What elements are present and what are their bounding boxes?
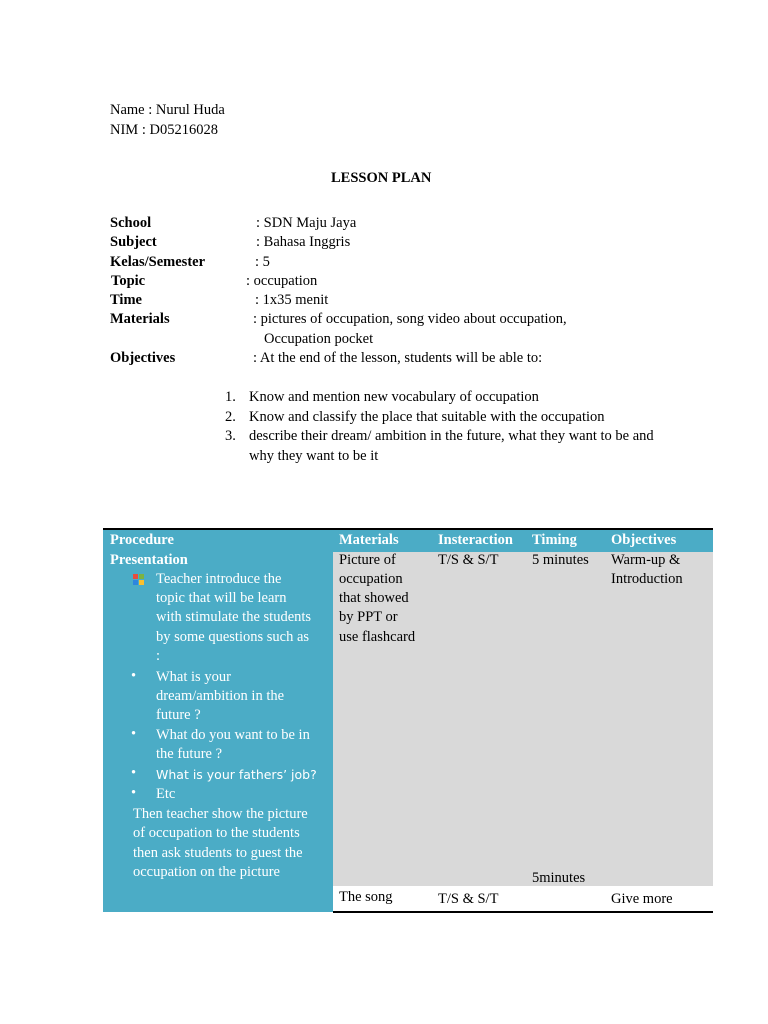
after-line: occupation on the picture	[133, 864, 280, 880]
info-school-value: : SDN Maju Jaya	[256, 215, 357, 231]
info-objectives-label: Objectives	[110, 350, 176, 366]
question-line: What do you want to be in	[156, 727, 310, 743]
info-topic-label: Topic	[111, 273, 146, 289]
materials-line: that showed	[339, 590, 409, 606]
info-materials-value-line2: Occupation pocket	[264, 331, 374, 347]
interaction-cell: T/S & S/T	[438, 552, 499, 568]
info-topic-value: : occupation	[246, 273, 318, 289]
header-timing: Timing	[532, 532, 577, 548]
info-time-value: : 1x35 menit	[255, 292, 329, 308]
intro-line: topic that will be learn	[156, 590, 287, 606]
question-line: Etc	[156, 786, 176, 802]
after-line: of occupation to the students	[133, 825, 300, 841]
details-column	[333, 552, 713, 912]
student-nim: NIM : D05216028	[110, 122, 218, 138]
materials-line: Picture of	[339, 552, 396, 568]
timing-cell: 5 minutes	[532, 552, 589, 568]
flag-bullet-icon	[133, 574, 145, 586]
materials-cell-row2: The song	[339, 889, 393, 905]
materials-line: use flashcard	[339, 629, 416, 645]
info-objectives-value: : At the end of the lesson, students will be able to:	[253, 350, 543, 366]
info-time-label: Time	[110, 292, 142, 308]
intro-line: with stimulate the students	[156, 609, 312, 625]
student-name: Name : Nurul Huda	[110, 102, 225, 118]
objectives-line: Introduction	[611, 571, 683, 587]
objectives-list	[225, 388, 665, 466]
intro-line: :	[156, 648, 161, 664]
row2-strip	[333, 886, 713, 912]
after-line: Then teacher show the picture	[133, 806, 308, 822]
table-header	[103, 528, 713, 552]
lesson-table	[103, 528, 713, 912]
objective-item: 3. describe their dream/ ambition in the future, what they want to be and why they want to be it	[225, 428, 654, 464]
info-materials-value: : pictures of occupation, song video about occupation,	[253, 311, 567, 327]
intro-line: by some questions such as	[156, 629, 310, 645]
bullet-dot: •	[131, 785, 137, 801]
objectives-cell-row2: Give more	[611, 891, 673, 907]
objective-item: 1. Know and mention new vocabulary of occupation	[225, 389, 539, 405]
info-subject-value: : Bahasa Inggris	[256, 234, 351, 250]
header-interaction: Insteraction	[438, 532, 513, 548]
question-line: future ?	[156, 707, 201, 723]
question-line: the future ?	[156, 746, 223, 762]
question-line: What is your	[156, 669, 231, 685]
timing-cell-row2: 5minutes	[532, 870, 586, 886]
bullet-dot: •	[131, 765, 137, 781]
procedure-column	[103, 552, 333, 912]
after-line: then ask students to guest the	[133, 845, 303, 861]
materials-line: by PPT or	[339, 609, 398, 625]
objectives-line: Warm-up &	[611, 552, 681, 568]
bullet-dot: •	[131, 726, 137, 742]
bullet-dot: •	[131, 668, 137, 684]
question-line: What is your fathers’ job?	[156, 767, 317, 782]
objective-item: 2. Know and classify the place that suitable with the occupation	[225, 408, 605, 425]
presentation-label: Presentation	[110, 552, 188, 568]
header-procedure: Procedure	[110, 532, 174, 548]
page-title: LESSON PLAN	[331, 170, 432, 186]
intro-line: Teacher introduce the	[156, 571, 282, 587]
header-objectives: Objectives	[611, 532, 677, 548]
header-materials: Materials	[339, 532, 399, 548]
info-kelas-label: Kelas/Semester	[110, 254, 206, 270]
info-subject-label: Subject	[110, 234, 157, 250]
materials-line: occupation	[339, 571, 403, 587]
info-kelas-value: : 5	[255, 254, 270, 270]
info-materials-label: Materials	[110, 311, 170, 327]
question-line: dream/ambition in the	[156, 688, 285, 704]
info-school-label: School	[110, 215, 152, 231]
interaction-cell-row2: T/S & S/T	[438, 891, 499, 907]
table-bottom-border	[333, 911, 713, 913]
